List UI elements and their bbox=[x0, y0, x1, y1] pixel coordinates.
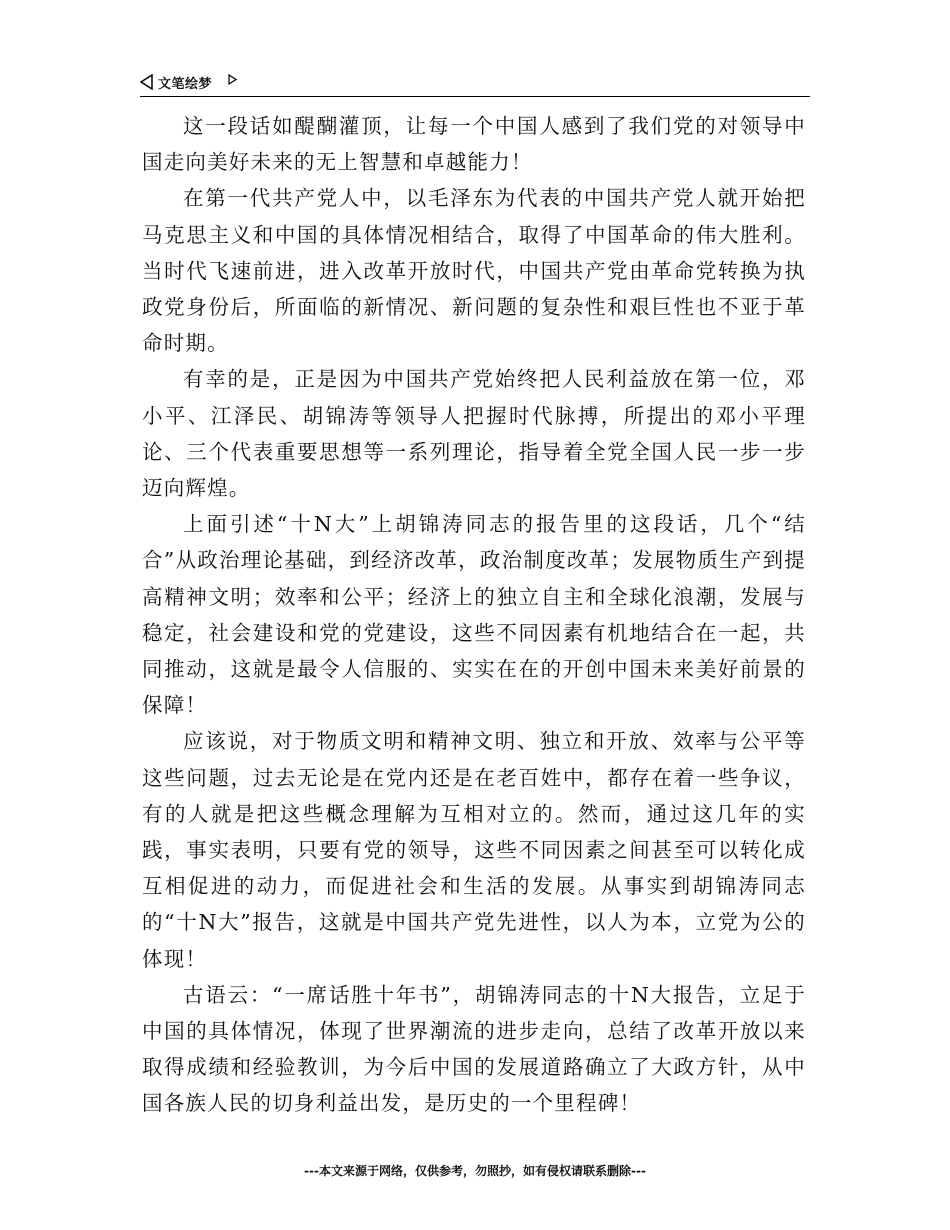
footer-notice: ---本文来源于网络，仅供参考，勿照抄，如有侵权请联系删除--- bbox=[304, 1164, 646, 1178]
paragraph: 古语云：“一席话胜十年书”，胡锦涛同志的十N大报告，立足于中国的具体情况，体现了世界潮流的进步走向，总结了改革开放以来取得成绩和经验教训，为今后中国的发展道路确立了大政方针，从中国各族人民的切身利益出发，是历史的一个里程碑！ bbox=[142, 982, 806, 1116]
triangle-left-icon bbox=[140, 74, 153, 90]
header-brand: 文笔绘梦 bbox=[158, 77, 213, 92]
paragraph: 应该说，对于物质文明和精神文明、独立和开放、效率与公平等这些问题，过去无论是在党内还是在老百姓中，都存在着一些争议，有的人就是把这些概念理解为互相对立的。然而，通过这几年的实践，事实表明，只要有党的领导，这些不同因素之间甚至可以转化成互相促进的动力，而促进社会和生活的发展。从事实到胡锦涛同志的“十N大”报告，这就是中国共产党先进性，以人为本，立党为公的体现！ bbox=[142, 729, 806, 971]
document-body bbox=[142, 108, 806, 1122]
paragraph: 上面引述“十N大”上胡锦涛同志的报告里的这段话，几个“结合”从政治理论基础，到经济改革，政治制度改革；发展物质生产到提高精神文明；效率和公平；经济上的独立自主和全球化浪潮，发展与稳定，社会建设和党的党建设，这些不同因素有机地结合在一起，共同推动，这就是最令人信服的、实实在在的开创中国未来美好前景的保障！ bbox=[142, 512, 806, 718]
paragraph: 有幸的是，正是因为中国共产党始终把人民利益放在第一位，邓小平、江泽民、胡锦涛等领导人把握时代脉搏，所提出的邓小平理论、三个代表重要思想等一系列理论，指导着全党全国人民一步一步迈向辉煌。 bbox=[142, 367, 806, 501]
triangle-right-icon bbox=[228, 74, 237, 85]
page-header bbox=[140, 70, 810, 97]
paragraph: 这一段话如醍醐灌顶，让每一个中国人感到了我们党的对领导中国走向美好未来的无上智慧和卓越能力！ bbox=[142, 114, 806, 175]
paragraph: 在第一代共产党人中，以毛泽东为代表的中国共产党人就开始把马克思主义和中国的具体情况相结合，取得了中国革命的伟大胜利。当时代飞速前进，进入改革开放时代，中国共产党由革命党转换为执政党身份后，所面临的新情况、新问题的复杂性和艰巨性也不亚于革命时期。 bbox=[142, 186, 806, 356]
